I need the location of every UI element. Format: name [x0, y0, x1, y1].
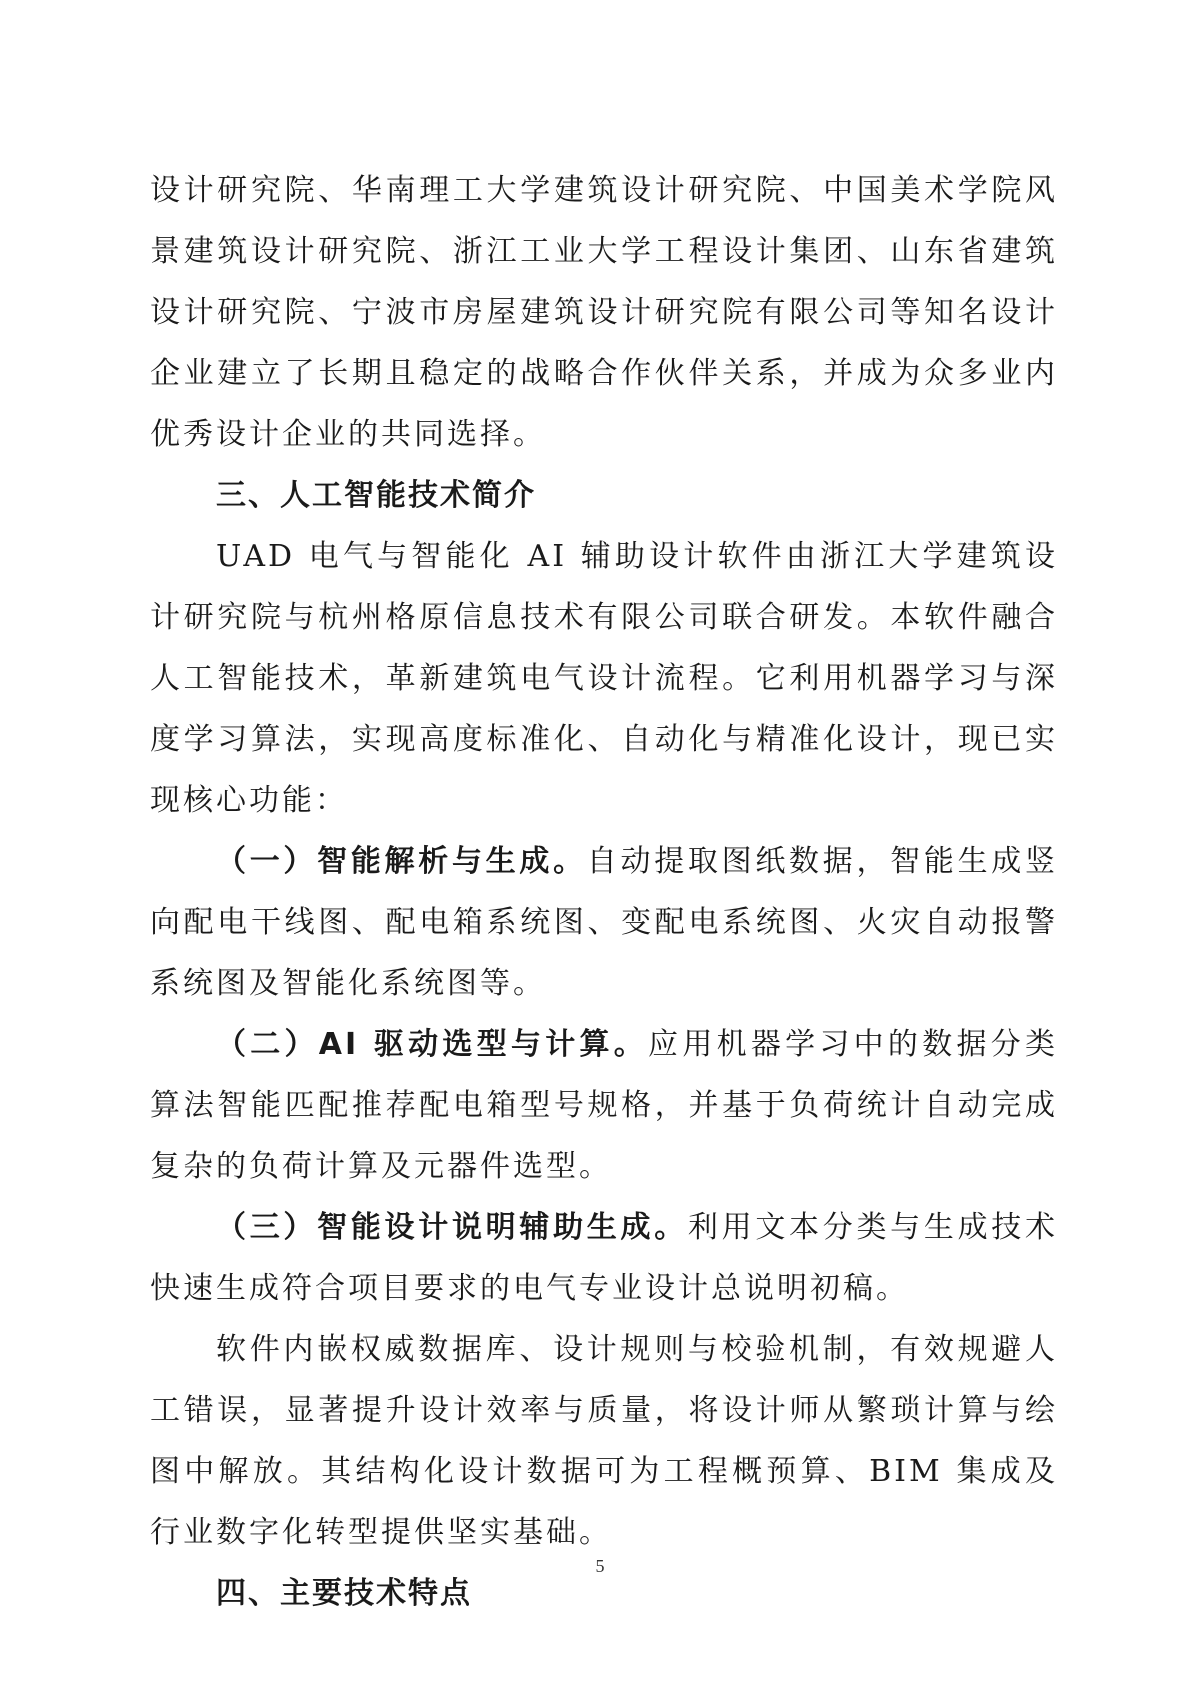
feature-item-3-label: （三）智能设计说明辅助生成。 — [216, 1210, 688, 1245]
intro-continuation-paragraph: 设计研究院、华南理工大学建筑设计研究院、中国美术学院风景建筑设计研究院、浙江工业大学工程设计集团、山东省建筑设计研究院、宁波市房屋建筑设计研究院有限公司等知名设计企业建立了长期且稳定的战略合作伙伴关系，并成为众多业内优秀设计企业的共同选择。 — [150, 173, 1058, 452]
page-number: 5 — [595, 1556, 605, 1576]
feature-item-1-text: 自动提取图纸数据，智能生成竖向配电干线图、配电箱系统图、变配电系统图、火灾自动报警系统图及智能化系统图等。 — [150, 844, 1059, 1001]
feature-item-2-label: （二）AI 驱动选型与计算。 — [216, 1027, 649, 1062]
feature-item-2-text: 应用机器学习中的数据分类算法智能匹配推荐配电箱型号规格，并基于负荷统计自动完成复杂的负荷计算及元器件选型。 — [150, 1027, 1058, 1184]
document-body — [150, 160, 1058, 1624]
feature-item-1 — [150, 831, 1058, 1014]
section-3-intro-paragraph: UAD 电气与智能化 AI 辅助设计软件由浙江大学建筑设计研究院与杭州格原信息技术有限公司联合研发。本软件融合人工智能技术，革新建筑电气设计流程。它利用机器学习与深度学习算法，实现高度标准化、自动化与精准化设计，现已实现核心功能： — [150, 539, 1058, 818]
feature-item-2 — [150, 1014, 1058, 1197]
section-3-closing-paragraph: 软件内嵌权威数据库、设计规则与校验机制，有效规避人工错误，显著提升设计效率与质量，将设计师从繁琐计算与绘图中解放。其结构化设计数据可为工程概预算、BIM 集成及行业数字化转型提供坚实基础。 — [150, 1332, 1058, 1550]
feature-item-1-label: （一）智能解析与生成。 — [216, 844, 587, 879]
section-3-heading: 三、人工智能技术简介 — [216, 478, 536, 513]
section-4-heading: 四、主要技术特点 — [216, 1576, 472, 1611]
feature-item-3 — [150, 1197, 1058, 1319]
feature-item-3-text: 利用文本分类与生成技术快速生成符合项目要求的电气专业设计总说明初稿。 — [150, 1210, 1059, 1306]
